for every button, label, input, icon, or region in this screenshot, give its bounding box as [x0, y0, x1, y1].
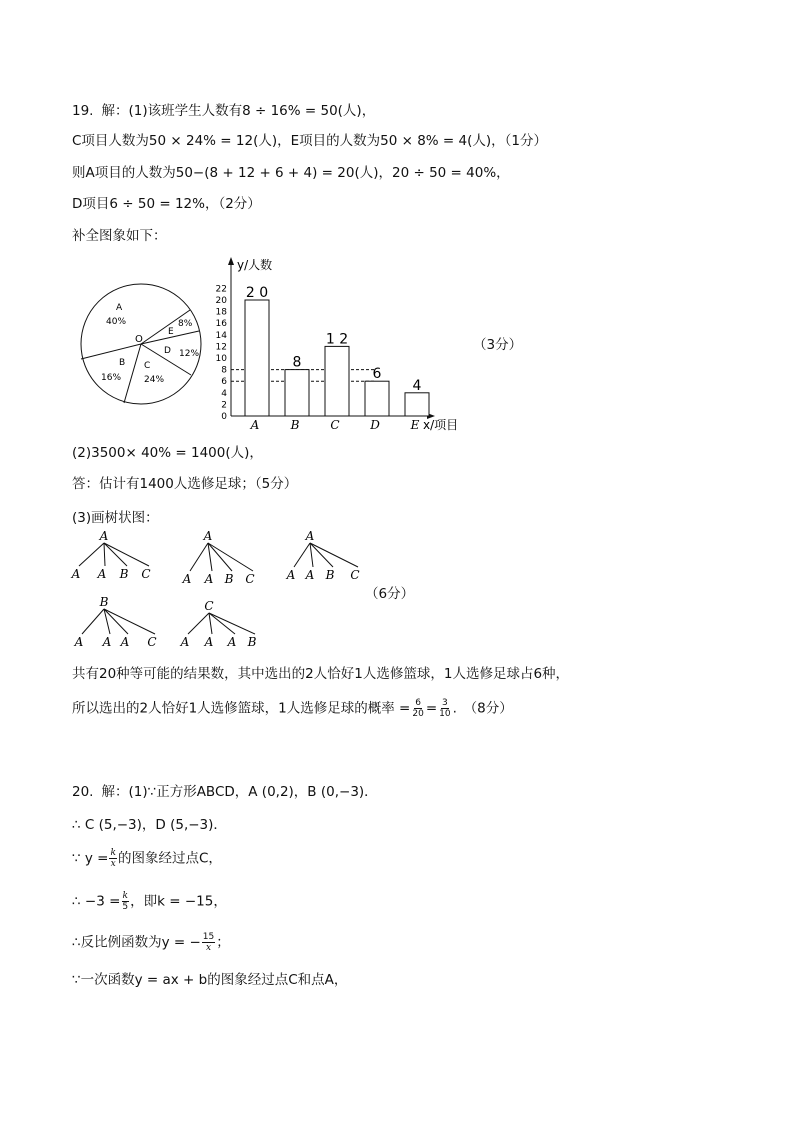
bar-data-label: 2 0 — [245, 285, 269, 301]
pie-slice-label: D — [164, 346, 171, 356]
tree — [74, 595, 157, 649]
tree — [286, 529, 360, 582]
x-tick-label: C — [330, 418, 340, 432]
fraction — [109, 848, 116, 869]
q19-line-2: C项目人数为50 × 24% = 12(人)，E项目的人数为50 × 8% = 4(人)，（1分） — [72, 133, 547, 149]
pie-divider — [124, 344, 141, 403]
y-tick-label: 8 — [221, 365, 227, 376]
tree — [182, 529, 255, 586]
pie-slice-value: 24% — [144, 375, 165, 385]
numerator: 15 — [202, 932, 215, 942]
q19-line-9: 共有20种等可能的结果数，其中选出的2人恰好1人选修篮球，1人选修足球占6种， — [72, 666, 570, 682]
q19-text-10: 所以选出的2人恰好1人选修篮球，1人选修足球的概率 = — [72, 700, 411, 717]
equals-sign: = — [425, 700, 438, 717]
pie-chart — [76, 280, 212, 410]
denominator: 10 — [439, 709, 451, 719]
tree-root: B — [99, 595, 109, 609]
q19-line-4: D项目6 ÷ 50 = 12%，（2分） — [72, 196, 261, 212]
tree-leaf: C — [141, 567, 151, 581]
tree-leaf: B — [247, 635, 257, 649]
y-tick-label: 16 — [215, 319, 227, 330]
x-axis-label: x/项目 — [423, 418, 459, 432]
tree-root: C — [204, 599, 214, 613]
y-tick-label: 2 — [221, 400, 227, 411]
y-tick-label: 10 — [215, 354, 227, 364]
tree-branch — [209, 613, 212, 634]
tree-root: A — [203, 529, 213, 543]
pie-center-label: O — [135, 334, 143, 345]
y-axis-arrow — [228, 257, 234, 265]
tree-leaf: A — [102, 635, 112, 649]
tree-leaf: C — [245, 572, 255, 586]
tree-branch — [104, 543, 105, 566]
pie-slice-label: E — [168, 327, 174, 337]
denominator: 20 — [412, 709, 424, 719]
q20-line-4 — [72, 891, 227, 912]
y-tick-label: 22 — [215, 284, 227, 295]
bar-data-label: 1 2 — [325, 331, 349, 348]
tree-leaf: A — [120, 635, 130, 649]
x-tick-label: E — [410, 418, 420, 432]
bar — [245, 300, 269, 416]
score-tree: （6分） — [365, 586, 415, 602]
tree-leaf: A — [305, 568, 315, 582]
q20-line-3 — [72, 848, 222, 869]
y-tick-label: 6 — [221, 377, 227, 388]
fraction — [202, 932, 215, 953]
q20-text-3a: ∵ y = — [72, 850, 109, 867]
tree-branch — [310, 543, 358, 567]
tree-leaf: C — [147, 635, 157, 649]
tree-leaf: A — [182, 572, 192, 586]
pie-slice-value: 40% — [106, 317, 127, 327]
bar-data-label: 8 — [292, 354, 302, 371]
bar — [365, 381, 389, 416]
q20-text-4a: ∴ −3 = — [72, 893, 121, 910]
q20-text-1: 解：(1)∵正方形ABCD，A (0,2)，B (0,−3)． — [101, 784, 378, 800]
bar — [285, 370, 309, 416]
tree-branch — [294, 543, 310, 567]
tree-root: A — [99, 529, 109, 543]
pie-slice-value: 16% — [101, 373, 122, 383]
tree-leaf: B — [325, 568, 335, 582]
x-tick-label: D — [370, 418, 380, 432]
tree-root: A — [305, 529, 315, 543]
y-tick-label: 20 — [215, 296, 227, 306]
bar-data-label: 6 — [372, 366, 382, 383]
fraction — [121, 891, 129, 912]
q20-text-3b: 的图象经过点C， — [117, 850, 222, 867]
y-tick-label: 4 — [221, 388, 227, 399]
pie-divider — [81, 344, 141, 359]
q19-text-1: 解：(1)该班学生人数有8 ÷ 16% = 50(人)， — [101, 103, 376, 119]
q19-line-8: (3)画树状图： — [72, 510, 159, 526]
bar — [325, 346, 349, 416]
q20-line-1 — [72, 782, 378, 802]
q20-line-2: ∴ C (5,−3)，D (5,−3)． — [72, 817, 227, 833]
q19-text-10-end: . （8分） — [452, 700, 513, 717]
bar — [405, 393, 429, 416]
tree-branch — [310, 543, 333, 567]
numerator: k — [110, 848, 116, 858]
y-tick-label: 0 — [221, 412, 227, 422]
x-tick-label: B — [290, 418, 300, 432]
tree-leaf: A — [227, 635, 237, 649]
tree-leaf: A — [286, 568, 296, 582]
tree-branch — [104, 543, 149, 566]
tree-branch — [208, 543, 253, 571]
tree-leaf: A — [97, 567, 107, 581]
denominator: x — [205, 943, 212, 953]
x-tick-label: A — [250, 418, 260, 432]
tree — [71, 529, 151, 581]
q19-line-6: (2)3500× 40% = 1400(人)， — [72, 445, 263, 461]
pie-slice-label: B — [119, 358, 126, 368]
pie-slice-value: 8% — [178, 319, 193, 329]
tree-leaf: A — [74, 635, 84, 649]
y-axis-label: y/人数 — [237, 258, 273, 272]
q19-line-1 — [72, 101, 375, 121]
bar-data-label: 4 — [412, 377, 422, 394]
tree-leaf: A — [204, 572, 214, 586]
tree-branch — [188, 613, 209, 634]
tree-leaf: A — [71, 567, 81, 581]
q20-text-5b: ； — [216, 934, 230, 951]
numerator: 3 — [442, 698, 448, 708]
tree-branch — [209, 613, 255, 634]
q19-line-3: 则A项目的人数为50−(8 + 12 + 6 + 4) = 20(人)，20 ÷ 50 = 40%， — [72, 165, 510, 181]
pie-slice-label: C — [144, 361, 151, 371]
q19-line-10 — [72, 698, 513, 719]
fraction — [438, 698, 451, 719]
tree-branch — [79, 543, 104, 566]
pie-slice-label: A — [116, 303, 123, 313]
denominator: x — [110, 859, 116, 869]
score-chart: （3分） — [473, 337, 523, 353]
tree-branch — [190, 543, 208, 571]
q20-text-4b: ，即k = −15， — [130, 893, 227, 910]
y-tick-label: 18 — [215, 307, 227, 318]
tree-branch — [82, 609, 104, 634]
q19-line-7: 答：估计有1400人选修足球；（5分） — [72, 476, 298, 492]
y-tick-label: 12 — [215, 342, 227, 353]
bar-chart — [205, 252, 480, 437]
q19-line-5: 补全图象如下： — [72, 228, 167, 244]
q20-line-5 — [72, 932, 230, 953]
numerator: 6 — [415, 698, 421, 708]
fraction — [411, 698, 424, 719]
tree-branch — [104, 609, 155, 634]
tree-branch — [104, 543, 127, 566]
q19-number: 19. — [72, 103, 94, 119]
pie-slice-value: 12% — [179, 349, 200, 359]
tree-branch — [104, 609, 128, 634]
q20-number: 20. — [72, 784, 94, 800]
tree-leaf: B — [119, 567, 129, 581]
tree-leaf: A — [180, 635, 190, 649]
tree-leaf: A — [204, 635, 214, 649]
tree-branch — [310, 543, 313, 567]
numerator: k — [122, 891, 128, 901]
tree — [180, 599, 257, 649]
tree-leaf: C — [350, 568, 360, 582]
tree-leaf: B — [224, 572, 234, 586]
q20-line-6: ∵一次函数y = ax + b的图象经过点C和点A， — [72, 972, 348, 988]
y-tick-label: 14 — [215, 330, 227, 341]
denominator: 5 — [122, 902, 129, 912]
q20-text-5a: ∴反比例函数为y = − — [72, 934, 201, 951]
